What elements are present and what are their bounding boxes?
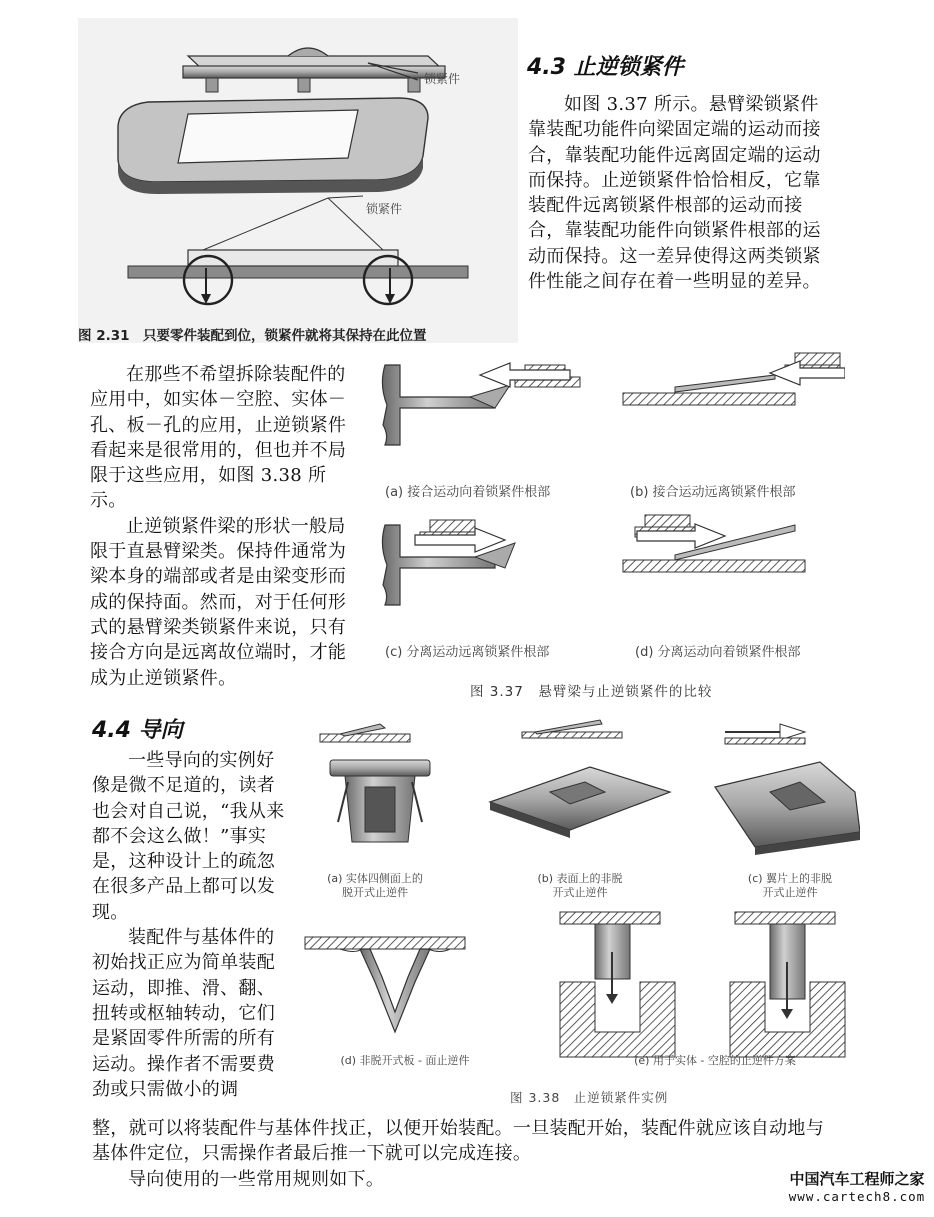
fig-3-37-a-drawing <box>382 363 580 445</box>
figure-3-38 <box>300 712 860 1112</box>
figure-3-37-illustration <box>375 345 845 665</box>
fig-2-31-label-bottom: 锁紧件 <box>366 202 403 216</box>
lid-part <box>183 48 445 92</box>
section-4-4-heading: 4.4 导向 <box>92 718 183 743</box>
figure-2-31-illustration <box>78 18 518 323</box>
fig-2-31-label-top: 锁紧件 <box>424 72 461 86</box>
fig-3-37-c-drawing <box>382 520 515 605</box>
fig-2-31-caption: 图 2.31 只要零件装配到位，锁紧件就将其保持在此位置 <box>78 328 427 344</box>
fig-3-37-sub-a: (a) 接合运动向着锁紧件根部 <box>385 485 551 500</box>
watermark-url: www.cartech8.com <box>788 1189 926 1204</box>
fig-3-38-a-drawing <box>320 724 430 842</box>
watermark <box>782 1168 932 1204</box>
section-4-3-para2: 在那些不希望拆除装配件的应用中，如实体－空腔、实体－孔、板－孔的应用，止逆锁紧件看起来是很常用的，但也并不局限于这些应用，如图 3.38 所示。 <box>90 364 347 512</box>
fig-3-37-caption: 图 3.37 悬臂梁与止逆锁紧件的比较 <box>470 684 713 700</box>
watermark-name: 中国汽车工程师之家 <box>789 1170 925 1188</box>
fig-3-38-sub-a: (a) 实体四侧面上的 脱开式止逆件 <box>327 872 423 899</box>
section-4-4-para2-start: 装配件与基体件的初始找正应为简单装配运动，即推、滑、翻、扭转或枢轴转动，它们是紧固零件所需的所有运动。操作者不需要费劲或只需做小的调 <box>92 927 275 1100</box>
section-4-3-para1: 如图 3.37 所示。悬臂梁锁紧件靠装配功能件向梁固定端的运动而接合，靠装配功能件远离固定端的运动而保持。止逆锁紧件恰恰相反，它靠装配件远离锁紧件根部的运动而接合，靠装配功能件向锁紧件根部的运动而保持。这一差异使得这两类锁紧件性能之间存在着一些明显的差异。 <box>528 94 821 293</box>
base-frame <box>118 98 428 194</box>
section-4-3-left-column <box>90 362 362 691</box>
fig-3-38-c-drawing <box>715 724 860 855</box>
section-view <box>128 196 468 304</box>
section-4-4-para3: 导向使用的一些常用规则如下。 <box>128 1169 385 1190</box>
figure-3-37 <box>375 345 845 700</box>
fig-3-38-sub-e: (e) 用于实体 - 空腔的止逆件方案 <box>634 1054 796 1067</box>
section-4-4-para2-end: 整，就可以将装配件与基体件找正，以便开始装配。一旦装配开始，装配件就应该自动地与基体件定位，只需操作者最后推一下就可以完成连接。 <box>92 1118 824 1165</box>
figure-2-31 <box>78 18 518 343</box>
fig-3-38-d-drawing <box>305 937 465 1032</box>
fig-3-38-e-drawing <box>560 912 845 1057</box>
fig-3-38-sub-c: (c) 翼片上的非脱 开式止逆件 <box>747 872 833 899</box>
fig-3-38-sub-d: (d) 非脱开式板 - 面止逆件 <box>340 1054 470 1067</box>
fig-3-37-sub-c: (c) 分离运动远离锁紧件根部 <box>385 645 550 660</box>
fig-3-37-sub-d: (d) 分离运动向着锁紧件根部 <box>635 645 801 660</box>
section-4-3-para3: 止逆锁紧件梁的形状一般局限于直悬臂梁类。保持件通常为梁本身的端部或者是由梁变形而成的保持面。然而，对于任何形式的悬臂梁类锁紧件来说，只有接合方向是远离故位端时，才能成为止逆锁紧件。 <box>90 515 347 689</box>
fig-3-37-d-drawing <box>623 515 805 572</box>
fig-3-37-sub-b: (b) 接合运动远离锁紧件根部 <box>630 485 796 500</box>
fig-3-38-b-drawing <box>490 720 670 838</box>
fig-3-38-sub-b: (b) 表面上的非脱 开式止逆件 <box>537 872 623 899</box>
section-4-4-left-column <box>92 748 290 1102</box>
section-4-4-para1: 一些导向的实例好像是微不足道的，读者也会对自己说，“我从来都不会这么做！”事实是，这种设计上的疏忽在很多产品上都可以发现。 <box>92 750 285 923</box>
section-4-3-heading: 4.3 止逆锁紧件 <box>527 55 684 80</box>
fig-3-38-caption: 图 3.38 止逆锁紧件实例 <box>510 1090 669 1105</box>
fig-3-37-b-drawing <box>623 353 845 405</box>
